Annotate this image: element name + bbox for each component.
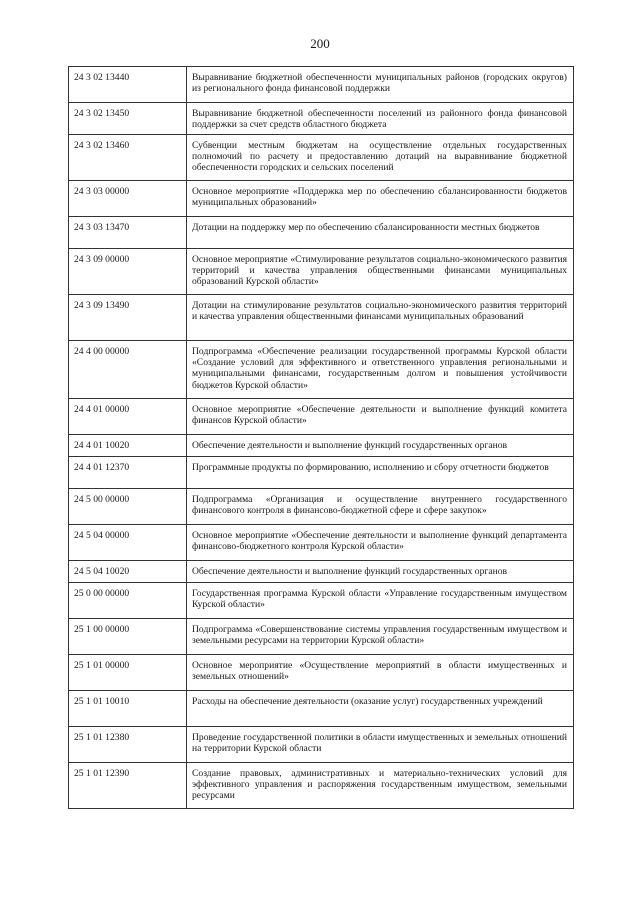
- row-code-cell: 24 4 01 00000: [69, 399, 187, 435]
- row-description-cell: Государственная программа Курской области «Управление государственным имуществом Курской области»: [187, 583, 574, 619]
- row-code-cell: 24 3 02 13440: [69, 67, 187, 103]
- table-row: [69, 457, 574, 489]
- table-row: [69, 489, 574, 525]
- row-description-cell: Дотации на поддержку мер по обеспечению сбалансированности местных бюджетов: [187, 217, 574, 249]
- row-description-cell: Выравнивание бюджетной обеспеченности муниципальных районов (городских округов) из регионального фонда финансовой поддержки: [187, 67, 574, 103]
- table-row: [69, 691, 574, 727]
- row-code-cell: 24 3 03 13470: [69, 217, 187, 249]
- table-row: [69, 655, 574, 691]
- row-code-cell: 24 5 04 10020: [69, 561, 187, 583]
- table-row: [69, 217, 574, 249]
- row-description-cell: Подпрограмма «Совершенствование системы управления государственным имуществом и земельными ресурсами на территории Курской области»: [187, 619, 574, 655]
- row-code-cell: 25 1 01 00000: [69, 655, 187, 691]
- row-description-cell: Основное мероприятие «Осуществление мероприятий в области имущественных и земельных отношений»: [187, 655, 574, 691]
- row-code-cell: 24 4 01 12370: [69, 457, 187, 489]
- row-description-cell: Основное мероприятие «Обеспечение деятельности и выполнение функций комитета финансов Курской области»: [187, 399, 574, 435]
- row-description-cell: Выравнивание бюджетной обеспеченности поселений из районного фонда финансовой поддержки за счет средств областного бюджета: [187, 103, 574, 135]
- table-row: [69, 561, 574, 583]
- row-description-cell: Подпрограмма «Организация и осуществление внутреннего государственного финансового контроля в финансово-бюджетной сфере и сфере закупок»: [187, 489, 574, 525]
- page-number: 200: [310, 36, 330, 51]
- table-body: [69, 67, 574, 809]
- budget-classification-table: [68, 66, 574, 809]
- table-row: [69, 341, 574, 399]
- row-code-cell: 25 1 01 12380: [69, 727, 187, 763]
- row-description-cell: Обеспечение деятельности и выполнение функций государственных органов: [187, 561, 574, 583]
- table-row: [69, 763, 574, 809]
- row-code-cell: 25 1 01 10010: [69, 691, 187, 727]
- table-row: [69, 727, 574, 763]
- row-code-cell: 24 3 09 13490: [69, 295, 187, 341]
- row-description-cell: Основное мероприятие «Обеспечение деятельности и выполнение функций департамента финансово-бюджетного контроля Курской области»: [187, 525, 574, 561]
- row-description-cell: Основное мероприятие «Поддержка мер по обеспечению сбалансированности бюджетов муниципальных образований»: [187, 181, 574, 217]
- row-code-cell: 24 3 09 00000: [69, 249, 187, 295]
- row-code-cell: 25 0 00 00000: [69, 583, 187, 619]
- row-description-cell: Расходы на обеспечение деятельности (оказание услуг) государственных учреждений: [187, 691, 574, 727]
- table-row: [69, 249, 574, 295]
- row-description-cell: Обеспечение деятельности и выполнение функций государственных органов: [187, 435, 574, 457]
- row-code-cell: 24 3 02 13450: [69, 103, 187, 135]
- row-description-cell: Создание правовых, административных и материально-технических условий для эффективного управления и распоряжения государственным имуществом, земельными ресурсами: [187, 763, 574, 809]
- row-description-cell: Проведение государственной политики в области имущественных и земельных отношений на территории Курской области: [187, 727, 574, 763]
- row-code-cell: 24 3 03 00000: [69, 181, 187, 217]
- row-description-cell: Подпрограмма «Обеспечение реализации государственной программы Курской области «Создание условий для эффективного и ответственного управления региональными и муниципальными финансами, государственным долгом и повышения устойчивости бюджетов Курской области»: [187, 341, 574, 399]
- table-row: [69, 619, 574, 655]
- row-code-cell: 24 5 00 00000: [69, 489, 187, 525]
- row-description-cell: Программные продукты по формированию, исполнению и сбору отчетности бюджетов: [187, 457, 574, 489]
- row-code-cell: 25 1 00 00000: [69, 619, 187, 655]
- table-row: [69, 525, 574, 561]
- table-row: [69, 135, 574, 181]
- row-description-cell: Основное мероприятие «Стимулирование результатов социально-экономического развития территорий и качества управления общественными финансами муниципальных образований Курской области»: [187, 249, 574, 295]
- row-code-cell: 24 3 02 13460: [69, 135, 187, 181]
- table-row: [69, 67, 574, 103]
- row-description-cell: Дотации на стимулирование результатов социально-экономического развития территорий и качества управления общественными финансами муниципальных образований: [187, 295, 574, 341]
- table-row: [69, 103, 574, 135]
- table-row: [69, 583, 574, 619]
- row-code-cell: 24 4 01 10020: [69, 435, 187, 457]
- row-description-cell: Субвенции местным бюджетам на осуществление отдельных государственных полномочий по расчету и предоставлению дотаций на выравнивание бюджетной обеспеченности городских и сельских поселений: [187, 135, 574, 181]
- table-row: [69, 295, 574, 341]
- table-row: [69, 181, 574, 217]
- row-code-cell: 24 4 00 00000: [69, 341, 187, 399]
- row-code-cell: 24 5 04 00000: [69, 525, 187, 561]
- table-row: [69, 435, 574, 457]
- table-row: [69, 399, 574, 435]
- row-code-cell: 25 1 01 12390: [69, 763, 187, 809]
